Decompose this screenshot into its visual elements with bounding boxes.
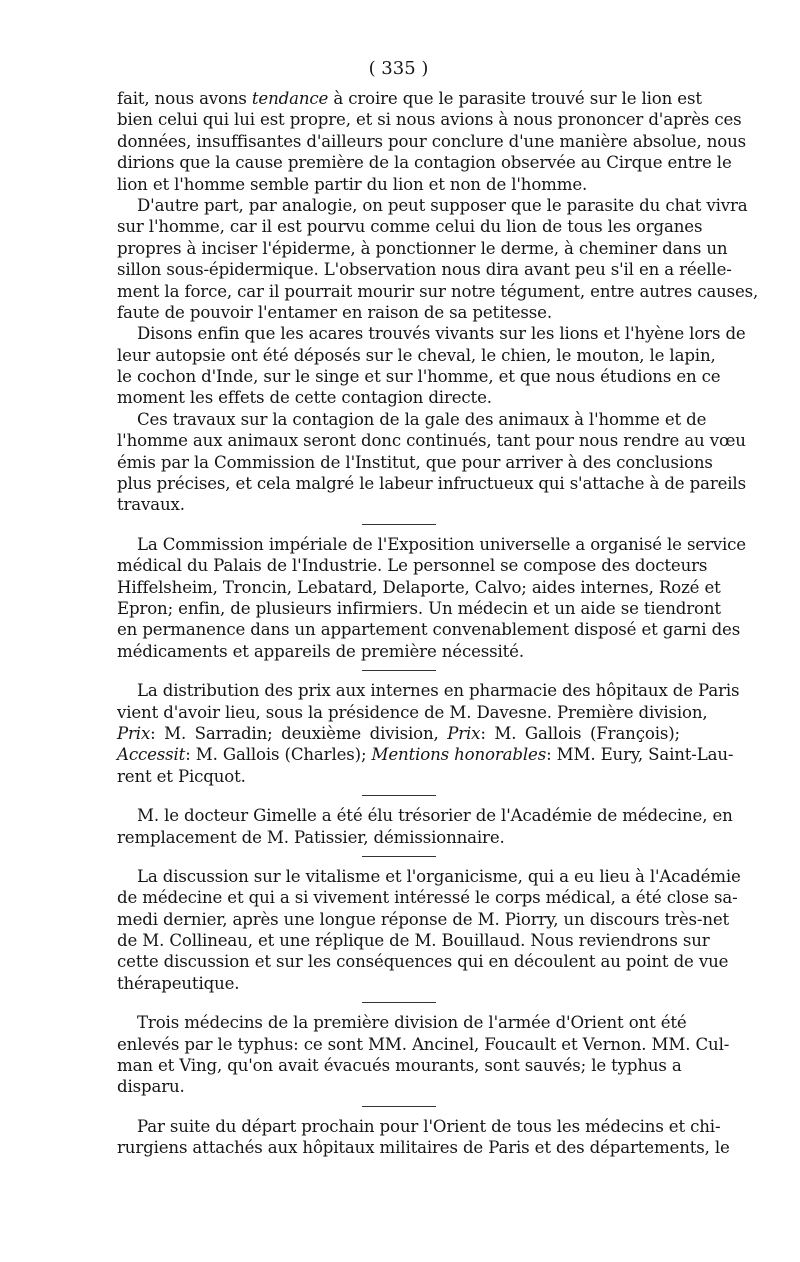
paragraph <box>117 195 759 323</box>
text-line: en permanence dans un appartement convenablement disposé et garni des <box>117 620 741 640</box>
section-divider <box>362 670 436 671</box>
text-line: enlevés par le typhus: ce sont MM. Ancinel, Foucault et Vernon. MM. Cul- <box>117 1034 730 1054</box>
text-line: Disons enfin que les acares trouvés vivants sur les lions et l'hyène lors de <box>137 324 746 344</box>
text-line: travaux. <box>117 495 185 515</box>
text-line: Hiffelsheim, Troncin, Lebatard, Delaporte, Calvo; aides internes, Rozé et <box>117 577 721 597</box>
section-divider <box>362 524 436 525</box>
text-line: Epron; enfin, de plusieurs infirmiers. Un médecin et un aide se tiendront <box>117 598 721 618</box>
paragraph <box>117 1012 730 1098</box>
text-line: disparu. <box>117 1077 185 1097</box>
paragraph <box>117 680 740 787</box>
text-line: de médecine et qui a si vivement intéressé le corps médical, a été close sa- <box>117 888 738 908</box>
text-line: données, insuffisantes d'ailleurs pour conclure d'une manière absolue, nous <box>117 131 747 151</box>
text-line: Trois médecins de la première division de l'armée d'Orient ont été <box>137 1013 687 1033</box>
paragraph <box>117 409 746 516</box>
text-line: moment les effets de cette contagion directe. <box>117 388 492 408</box>
text-line: M. le docteur Gimelle a été élu trésorier de l'Académie de médecine, en <box>137 806 733 826</box>
text-line: faute de pouvoir l'entamer en raison de sa petitesse. <box>117 302 552 322</box>
text-line: médical du Palais de l'Industrie. Le personnel se compose des docteurs <box>117 556 708 576</box>
text-line: Par suite du départ prochain pour l'Orient de tous les médecins et chi- <box>137 1116 721 1136</box>
text-line: le cochon d'Inde, sur le singe et sur l'homme, et que nous étudions en ce <box>117 367 721 387</box>
text-line: plus précises, et cela malgré le labeur infructueux qui s'attache à de pareils <box>117 474 746 494</box>
text-line: Accessit: M. Gallois (Charles); Mentions honorables: MM. Eury, Saint-Lau- <box>117 745 734 765</box>
paragraph <box>117 866 741 994</box>
text-line: de M. Collineau, et une réplique de M. Bouillaud. Nous reviendrons sur <box>117 931 710 951</box>
text-line: Ces travaux sur la contagion de la gale des animaux à l'homme et de <box>137 409 707 429</box>
text-line: man et Ving, qu'on avait évacués mourants, sont sauvés; le typhus a <box>117 1056 682 1076</box>
text-line: propres à inciser l'épiderme, à ponctionner le derme, à cheminer dans un <box>117 238 728 258</box>
text-line: sillon sous-épidermique. L'observation nous dira avant peu s'il en a réelle- <box>117 260 732 280</box>
paragraph <box>117 323 746 409</box>
paragraph <box>117 534 746 662</box>
text-line: remplacement de M. Patissier, démissionnaire. <box>117 827 505 847</box>
text-line: cette discussion et sur les conséquences qui en découlent au point de vue <box>117 952 729 972</box>
section-divider <box>362 1106 436 1107</box>
text-line: La distribution des prix aux internes en pharmacie des hôpitaux de Paris <box>137 681 740 701</box>
text-line: fait, nous avons tendance à croire que le parasite trouvé sur le lion est <box>117 89 702 108</box>
text-line: leur autopsie ont été déposés sur le cheval, le chien, le mouton, le lapin, <box>117 345 716 365</box>
text-line: ment la force, car il pourrait mourir sur notre tégument, entre autres causes, <box>117 281 759 301</box>
text-line: La discussion sur le vitalisme et l'organicisme, qui a eu lieu à l'Académie <box>137 866 741 886</box>
document-body <box>117 88 759 1159</box>
section-divider <box>362 795 436 796</box>
paragraph <box>117 88 747 195</box>
text-line: vient d'avoir lieu, sous la présidence de M. Davesne. Première division, <box>117 702 708 722</box>
text-line: médicaments et appareils de première nécessité. <box>117 641 524 661</box>
text-line: lion et l'homme semble partir du lion et non de l'homme. <box>117 174 588 194</box>
text-line: D'autre part, par analogie, on peut supposer que le parasite du chat vivra <box>137 195 748 215</box>
text-line: sur l'homme, car il est pourvu comme celui du lion de tous les organes <box>117 217 703 237</box>
paragraph <box>117 805 733 848</box>
text-line: La Commission impériale de l'Exposition universelle a organisé le service <box>137 534 746 554</box>
section-divider <box>362 856 436 857</box>
page-number: ( 335 ) <box>368 58 429 79</box>
paragraph <box>117 1116 730 1159</box>
text-line: rurgiens attachés aux hôpitaux militaires de Paris et des départements, le <box>117 1138 730 1158</box>
document-page <box>117 54 759 1159</box>
text-line: dirions que la cause première de la contagion observée au Cirque entre le <box>117 153 732 173</box>
text-line: thérapeutique. <box>117 973 240 993</box>
text-line: l'homme aux animaux seront donc continués, tant pour nous rendre au vœu <box>117 431 746 451</box>
text-line: émis par la Commission de l'Institut, que pour arriver à des conclusions <box>117 452 713 472</box>
section-divider <box>362 1002 436 1003</box>
text-line: medi dernier, après une longue réponse de M. Piorry, un discours très-net <box>117 909 730 929</box>
text-line: bien celui qui lui est propre, et si nous avions à nous prononcer d'après ces <box>117 110 742 130</box>
text-line: Prix: M. Sarradin; deuxième division, Prix: M. Gallois (François); <box>117 723 680 743</box>
text-line: rent et Picquot. <box>117 766 246 786</box>
